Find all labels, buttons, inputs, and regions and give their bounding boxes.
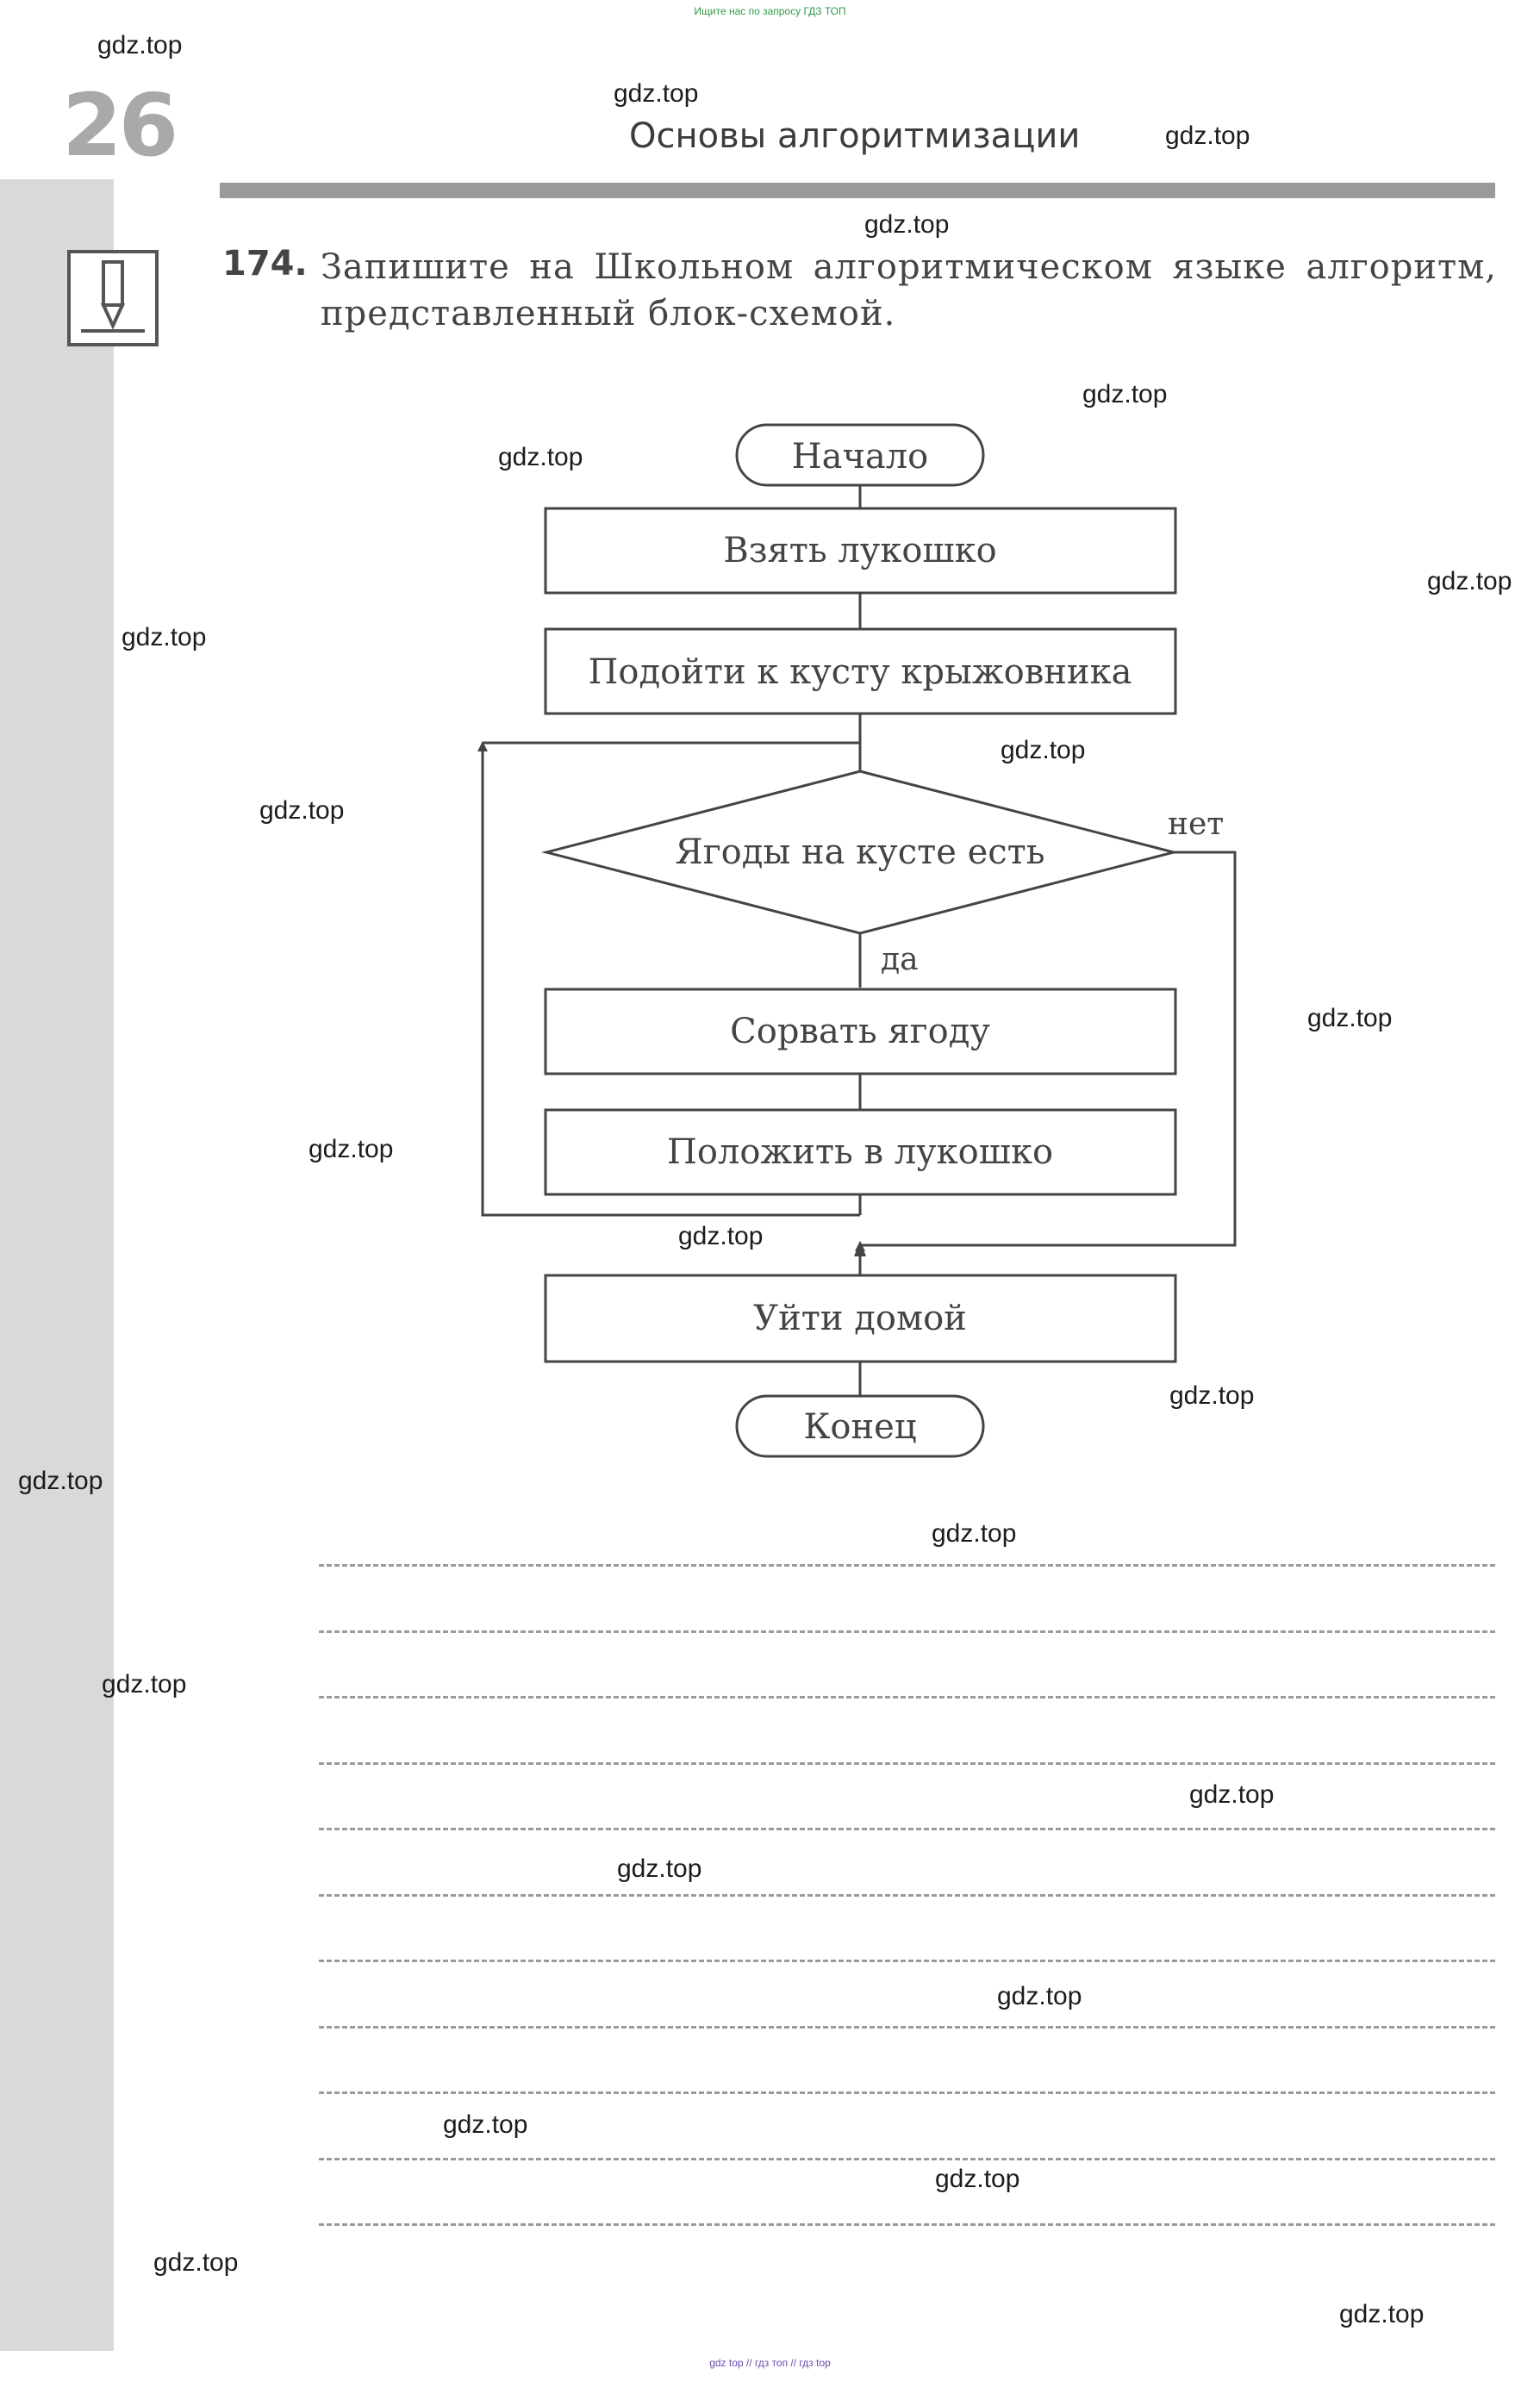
watermark: gdz.top (1339, 2300, 1425, 2328)
watermark: gdz.top (1082, 380, 1168, 408)
no-label: нет (1168, 807, 1225, 842)
start-label: Начало (791, 437, 929, 477)
answer-line (319, 2223, 1495, 2226)
watermark: gdz.top (153, 2248, 239, 2277)
watermark: gdz.top (997, 1982, 1082, 2010)
watermark: gdz.top (614, 79, 699, 108)
watermark: gdz.top (617, 1854, 702, 1883)
watermark: gdz.top (864, 210, 950, 239)
answer-line (319, 2026, 1495, 2029)
task-number: 174. (222, 244, 308, 284)
watermark: gdz.top (498, 443, 583, 471)
step5-label: Уйти домой (753, 1299, 967, 1338)
watermark: gdz.top (1169, 1381, 1255, 1410)
watermark: gdz.top (97, 31, 183, 59)
task-text: Запишите на Школьном алгоритмическом языке алгоритм, представленный блок-схемой. (321, 247, 1497, 333)
watermark: gdz.top (259, 796, 345, 825)
answer-line (319, 1828, 1495, 1830)
answer-line (319, 2091, 1495, 2094)
answer-line (319, 1696, 1495, 1698)
watermark: gdz.top (102, 1670, 187, 1698)
watermark: gdz.top (1427, 567, 1512, 595)
watermark: gdz.top (122, 623, 207, 651)
header-title: Основы алгоритмизации (629, 116, 1081, 156)
yes-label: да (881, 942, 919, 977)
end-label: Конец (803, 1407, 917, 1447)
watermark: gdz.top (1307, 1004, 1393, 1032)
watermark: gdz.top (935, 2165, 1020, 2193)
watermark: gdz.top (1189, 1780, 1275, 1809)
answer-line (319, 1564, 1495, 1567)
watermark: gdz.top (309, 1135, 394, 1163)
step4-label: Положить в лукошко (666, 1132, 1054, 1172)
watermark: gdz.top (932, 1519, 1017, 1548)
watermark: gdz.top (18, 1467, 103, 1495)
watermark: gdz.top (1001, 736, 1086, 764)
answer-line (319, 2158, 1495, 2160)
answer-line (319, 1762, 1495, 1765)
page-number: 26 (62, 75, 176, 176)
top-note: Ищите нас по запросу ГДЗ ТОП (694, 5, 846, 17)
watermark: gdz.top (678, 1222, 764, 1250)
answer-line (319, 1894, 1495, 1897)
bottom-note: gdz top // гдз топ // гдз top (709, 2357, 831, 2369)
watermark: gdz.top (1165, 122, 1250, 150)
step2-label: Подойти к кусту крыжовника (588, 652, 1132, 692)
step1-label: Взять лукошко (723, 531, 997, 570)
answer-line (319, 1630, 1495, 1633)
answer-line (319, 1960, 1495, 1962)
step3-label: Сорвать ягоду (730, 1012, 990, 1051)
watermark: gdz.top (443, 2110, 528, 2139)
condition-label: Ягоды на кусте есть (675, 832, 1045, 872)
